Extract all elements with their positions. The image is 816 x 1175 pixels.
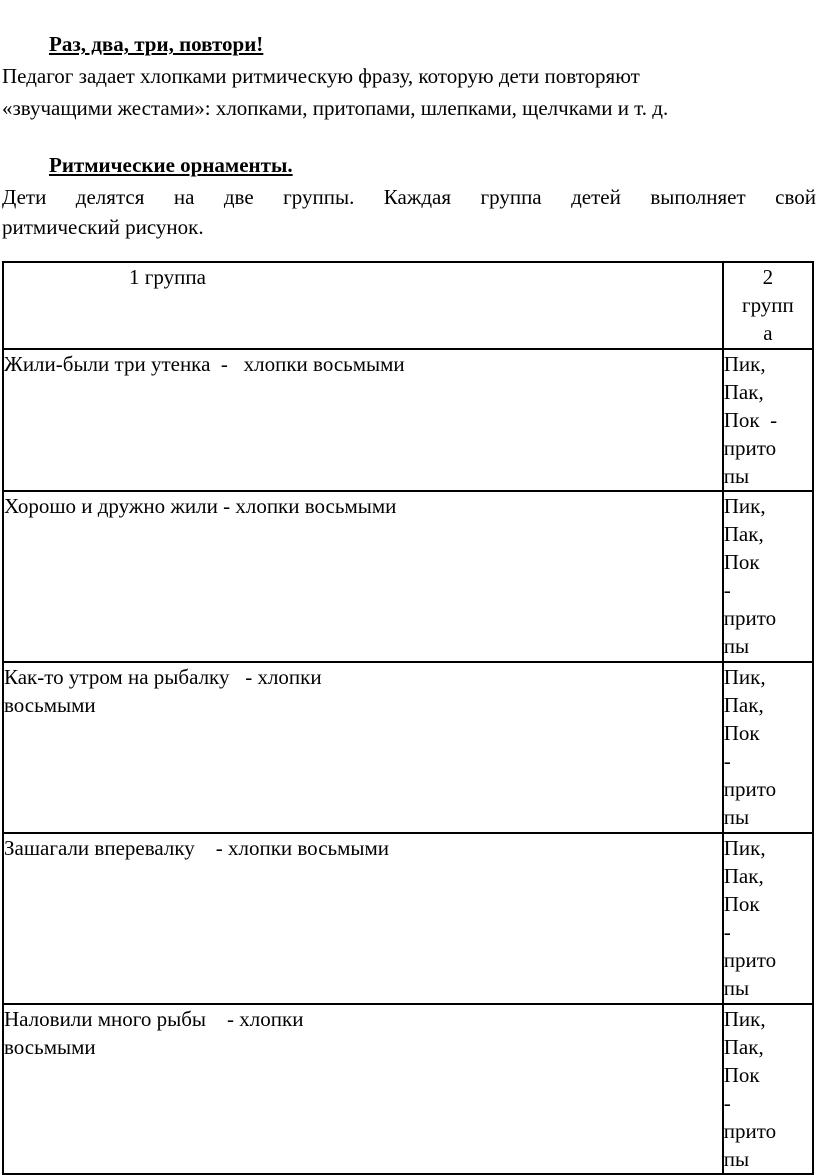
row-lyric-cell (3, 349, 723, 491)
row-action-line: Пак, (723, 864, 764, 888)
row-action-line: Пак, (723, 522, 764, 546)
row-lyric-text: восьмыми (4, 1035, 96, 1059)
row-action-line: - (723, 1091, 731, 1115)
paragraph-repeat-line-1: Педагог задает хлопками ритмическую фразу, которую дети повторяют (2, 64, 640, 88)
row-action-line: прито (723, 436, 777, 460)
paragraph-ornaments-line-2: ритмический рисунок. (2, 215, 204, 239)
row-action-line: Пик, (723, 665, 766, 689)
paragraph-repeat-line-2: «звучащими жестами»: хлопками, притопами, шлепками, щелчками и т. д. (2, 96, 669, 120)
header-group-2-line: 2 (762, 265, 774, 289)
row-action-line: пы (723, 1147, 750, 1171)
header-group-2 (723, 262, 813, 349)
table-row (3, 349, 813, 491)
row-lyric-text: восьмыми (4, 693, 96, 717)
row-lyric-text: Наловили много рыбы - хлопки (4, 1007, 304, 1031)
row-action-line: - (723, 749, 731, 773)
paragraph-ornaments-line-1: Дети делятся на две группы. Каждая группа детей выполняет свой (2, 185, 816, 209)
row-lyric-cell (3, 662, 723, 833)
row-action-cell (723, 1004, 813, 1174)
section-title-ornaments: Ритмические орнаменты. (49, 153, 293, 177)
table-row (3, 833, 813, 1004)
row-action-line: Пик, (723, 836, 766, 860)
row-action-line: Пок (723, 721, 760, 745)
row-action-line: Пак, (723, 380, 764, 404)
row-lyric-text: Хорошо и дружно жили - хлопки восьмыми (4, 494, 397, 518)
row-action-line: Пок (723, 1063, 760, 1087)
table-row (3, 662, 813, 833)
row-action-line: Пик, (723, 352, 766, 376)
row-action-cell (723, 491, 813, 662)
table-row (3, 491, 813, 662)
row-action-line: Пок (723, 550, 760, 574)
row-action-line: прито (723, 777, 777, 801)
table-row (3, 1004, 813, 1174)
row-action-line: Пок (723, 892, 760, 916)
row-action-line: Пак, (723, 693, 764, 717)
row-action-line: пы (723, 464, 750, 488)
row-action-cell (723, 833, 813, 1004)
row-action-line: пы (723, 805, 750, 829)
row-action-line: Пик, (723, 1007, 766, 1031)
table-header-row (3, 262, 813, 349)
row-action-line: пы (723, 634, 750, 658)
row-action-line: Пок - (723, 408, 778, 432)
row-action-line: Пак, (723, 1035, 764, 1059)
row-action-line: Пик, (723, 494, 766, 518)
row-lyric-cell (3, 1004, 723, 1174)
row-action-line: - (723, 920, 731, 944)
row-action-cell (723, 662, 813, 833)
row-lyric-cell (3, 833, 723, 1004)
section-title-repeat: Раз, два, три, повтори! (49, 32, 264, 56)
header-group-2-line: групп (741, 293, 794, 317)
row-lyric-text: Жили-были три утенка - хлопки восьмыми (4, 352, 405, 376)
row-action-line: - (723, 578, 731, 602)
row-action-cell (723, 349, 813, 491)
row-action-line: прито (723, 1119, 777, 1143)
row-lyric-text: Как-то утром на рыбалку - хлопки (4, 665, 322, 689)
row-action-line: прито (723, 948, 777, 972)
row-lyric-text: Зашагали вперевалку - хлопки восьмыми (4, 836, 390, 860)
header-group-1-label: 1 группа (129, 265, 206, 289)
row-lyric-cell (3, 491, 723, 662)
row-action-line: пы (723, 976, 750, 1000)
header-group-2-line: а (763, 321, 773, 345)
rhythm-table (2, 261, 814, 1175)
header-group-1 (3, 262, 723, 349)
row-action-line: прито (723, 606, 777, 630)
